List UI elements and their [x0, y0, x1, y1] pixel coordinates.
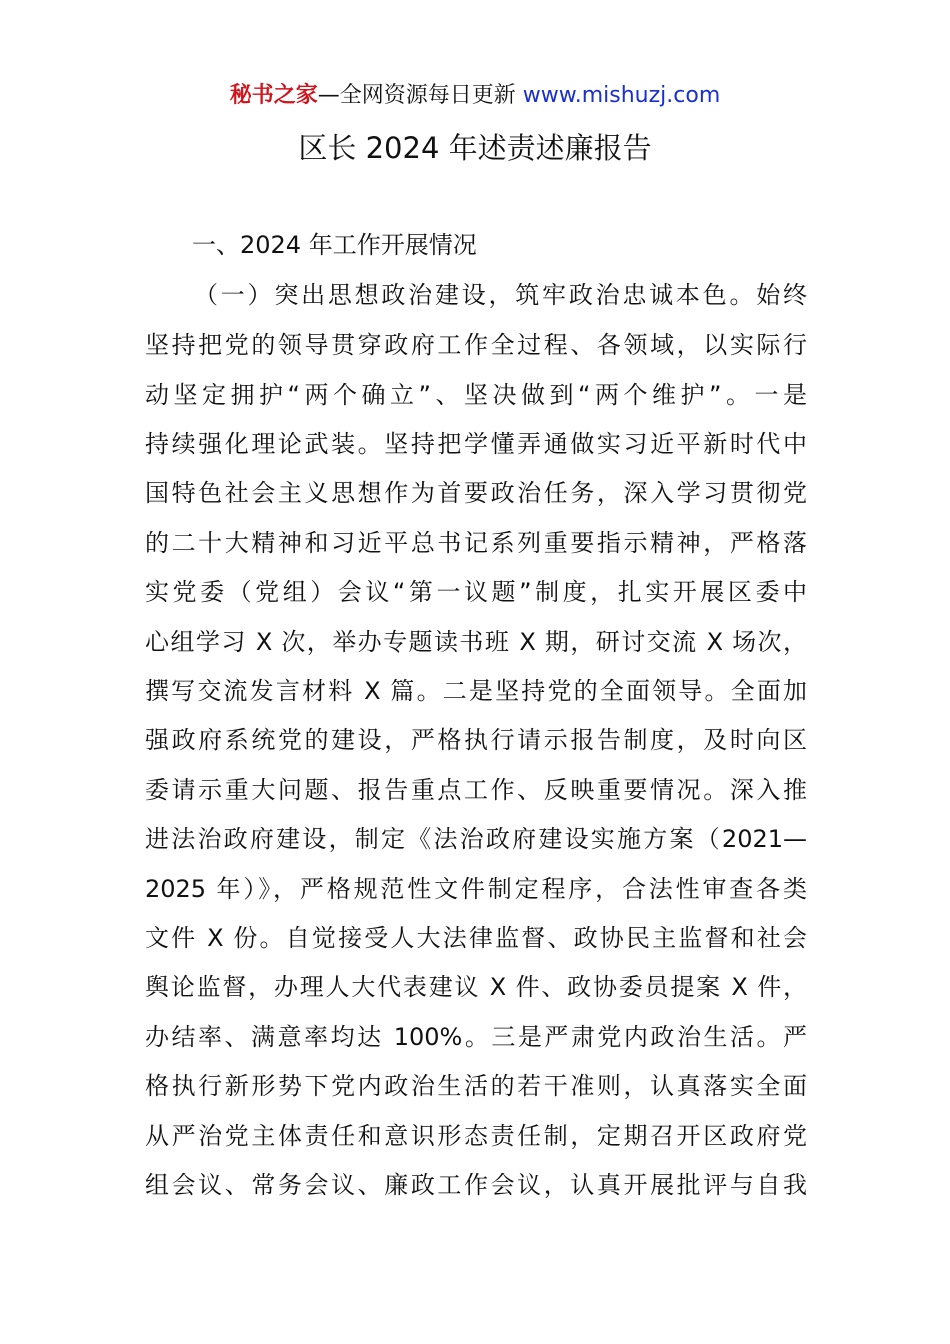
paragraph-line: （一）突出思想政治建设，筑牢政治忠诚本色。始终	[194, 281, 807, 309]
document-title: 区长 2024 年述责述廉报告	[298, 131, 652, 165]
site-url-link[interactable]: www.mishuzj.com	[522, 83, 721, 108]
paragraph-line: 从严治党主体责任和意识形态责任制，定期召开区政府党	[145, 1122, 807, 1150]
paragraph-line: 组会议、常务会议、廉政工作会议，认真开展批评与自我	[145, 1171, 807, 1199]
paragraph-line: 心组学习 X 次，举办专题读书班 X 期，研讨交流 X 场次，	[145, 628, 807, 656]
paragraph-line: 实党委（党组）会议“第一议题”制度，扎实开展区委中	[145, 578, 807, 606]
paragraph-line: 撰写交流发言材料 X 篇。二是坚持党的全面领导。全面加	[145, 677, 807, 705]
paragraph-line: 坚持把党的领导贯穿政府工作全过程、各领域，以实际行	[145, 331, 807, 359]
paragraph-line: 的二十大精神和习近平总书记系列重要指示精神，严格落	[145, 529, 807, 557]
paragraph-line: 舆论监督，办理人大代表建议 X 件、政协委员提案 X 件，	[145, 973, 807, 1001]
paragraph-line: 动坚定拥护“两个确立”、坚决做到“两个维护”。一是	[145, 381, 807, 409]
paragraph-line: 办结率、满意率均达 100%。三是严肃党内政治生活。严	[145, 1023, 807, 1051]
paragraph-line: 格执行新形势下党内政治生活的若干准则，认真落实全面	[145, 1072, 807, 1100]
paragraph-line: 强政府系统党的建设，严格执行请示报告制度，及时向区	[145, 726, 807, 754]
paragraph-line: 持续强化理论武装。坚持把学懂弄通做实习近平新时代中	[145, 430, 807, 458]
paragraph-line: 进法治政府建设，制定《法治政府建设实施方案（2021—	[145, 825, 807, 853]
site-header	[0, 80, 950, 112]
header-tagline: —全网资源每日更新	[317, 83, 523, 108]
paragraph-line: 文件 X 份。自觉接受人大法律监督、政协民主监督和社会	[145, 924, 807, 952]
brand-name: 秘书之家	[229, 83, 318, 108]
section-heading: 一、2024 年工作开展情况	[192, 231, 477, 259]
paragraph-line: 国特色社会主义思想作为首要政治任务，深入学习贯彻党	[145, 479, 807, 507]
paragraph-line: 2025 年）》，严格规范性文件制定程序，合法性审查各类	[145, 875, 807, 903]
paragraph-line: 委请示重大问题、报告重点工作、反映重要情况。深入推	[145, 776, 807, 804]
